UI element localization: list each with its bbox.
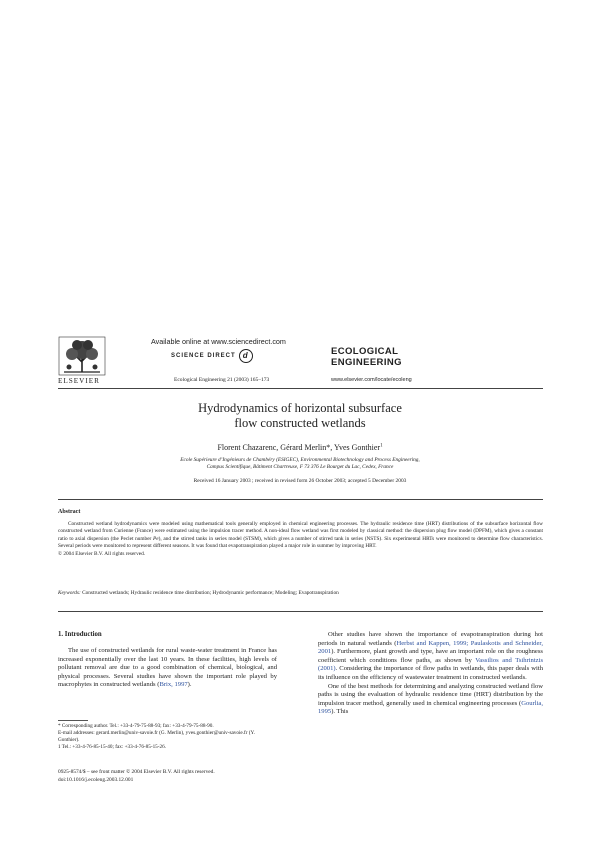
footnote-rule: [58, 720, 88, 721]
page-footer: [58, 769, 215, 784]
author-list: Florent Chazarenc, Gérard Merlin*, Yves Gonthier$^1$: [217, 443, 383, 452]
abstract-text: Constructed wetland hydrodynamics were modeled using mathematical tools generally employed in chemical engineering processes. The hydraulic residence time (HRT) distributions of the subsurface horizontal flow constructed wetland from Curienne (France) were estimated using the impulsion tracer method. A non-ideal flow wetland was first modeled by classical method: the dispersion plug flow model (DPFM), which gives a constant ratio to axial dispersion (the Peclet number Pe), and the stirred tanks in series model (STSM), which gives a number of stirred tank in series (NSTS). Six experimental HRTs were monitored to determine flow characteristics. Several periods were monitored to represent different seasons. It was found that evapotranspiration played a major role in summer by improving HRT.: [58, 521, 543, 550]
article-title: Hydrodynamics of horizontal subsurface flow constructed wetlands: [198, 401, 402, 430]
received-dates: Received 16 January 2003 ; received in revised form 26 October 2003; accepted 5 December 2003: [193, 478, 407, 484]
doi-line: doi:10.1016/j.ecoleng.2003.12.001: [58, 776, 134, 783]
footnote-corresponding: * Corresponding author. Tel.: +33-4-79-75-88-93; fax: +33-4-79-75-88-90.: [58, 723, 214, 729]
journal-logo: ECOLOGICAL ENGINEERING: [331, 346, 402, 368]
available-online-text: Available online at www.sciencedirect.com: [151, 337, 286, 346]
intro-paragraph: Other studies have shown the importance of evapotranspiration during hot periods in natural wetlands (Herbst and Kappen, 1999; Paulaskotis and Schneider, 2001). Furthermore, plant growth and type, have an important role on the roughness coefficient which conditions flow paths, as shown by Vassilios and Tsihrintzis (2001). Considering the importance of flow paths in wetlands, this paper deals with its influence on the efficiency of wastewater treatment in constructed wetlands.: [318, 631, 544, 681]
keywords: Keywords: Constructed wetlands; Hydraulic residence time distribution; Hydrodynamic performance; Modeling; Evapotranspiration: [58, 590, 339, 596]
intro-paragraph: One of the best methods for determining and analyzing constructed wetland flow paths is using the evaluation of hydraulic residence time (HRT) distribution by the impulsion tracer method, generally used in chemical engineering processes (Gourlia, 1995). This: [318, 682, 543, 716]
elsevier-tree-logo: [58, 336, 106, 381]
affiliation: Ecole Supérieure d’Ingénieurs de Chambéry (ESIGEC), Environmental Biotechnology and Process Engineering, Campus Scientifique, Bâtiment Chartreuse, F 73 376 Le Bourget du Lac, Cedex, France: [180, 457, 420, 471]
intro-left-column: [58, 647, 277, 690]
abstract-body: [58, 521, 543, 558]
abstract-heading: Abstract: [58, 509, 81, 515]
footnote-1: 1 Tel.: +33-4-76-85-15-40; fax: +33-4-76-85-15-26.: [58, 744, 166, 750]
science-direct-text: SCIENCE DIRECT: [171, 353, 236, 359]
citation-link[interactable]: Herbst and Kappen, 1999; Paulaskotis and Schneider, 2001: [318, 639, 543, 656]
sciencedirect-d-icon: d: [239, 349, 253, 363]
publisher-name: ELSEVIER: [58, 377, 100, 385]
section-heading-introduction: 1. Introduction: [58, 631, 102, 638]
journal-url: www.elsevier.com/locate/ecoleng: [331, 377, 412, 383]
abstract-copyright: © 2004 Elsevier B.V. All rights reserved.: [58, 550, 146, 557]
intro-right-column: [318, 631, 543, 717]
intro-paragraph: The use of constructed wetlands for rural waste-water treatment in France has increased exponentially over the last 10 years. In these facilities, high levels of pollutant removal are due to a good combination of chemical, biological, and physical processes. Several studies have shown the important role played by macrophytes in constructed wetlands (Brix, 1997).: [58, 647, 277, 689]
footnotes: [58, 723, 277, 751]
header-rule: [58, 388, 543, 389]
abstract-bottom-rule: [58, 611, 543, 612]
citation-link[interactable]: Vassilios and Tsihrintzis (2001): [318, 656, 544, 673]
abstract-top-rule: [58, 499, 543, 500]
citation-link[interactable]: Brix, 1997: [159, 681, 188, 689]
journal-reference: Ecological Engineering 21 (2003) 165–173: [174, 377, 270, 383]
footnote-email: E-mail addresses: gerard.merlin@univ-savoie.fr (G. Merlin), yves.gonthier@univ-savoie.fr (Y. Gonthier).: [58, 730, 255, 743]
issn-line: 0925-8574/$ – see front matter © 2004 Elsevier B.V. All rights reserved.: [58, 769, 215, 775]
sciencedirect-logo: [171, 349, 253, 363]
citation-link[interactable]: Gourlia, 1995: [318, 699, 543, 716]
